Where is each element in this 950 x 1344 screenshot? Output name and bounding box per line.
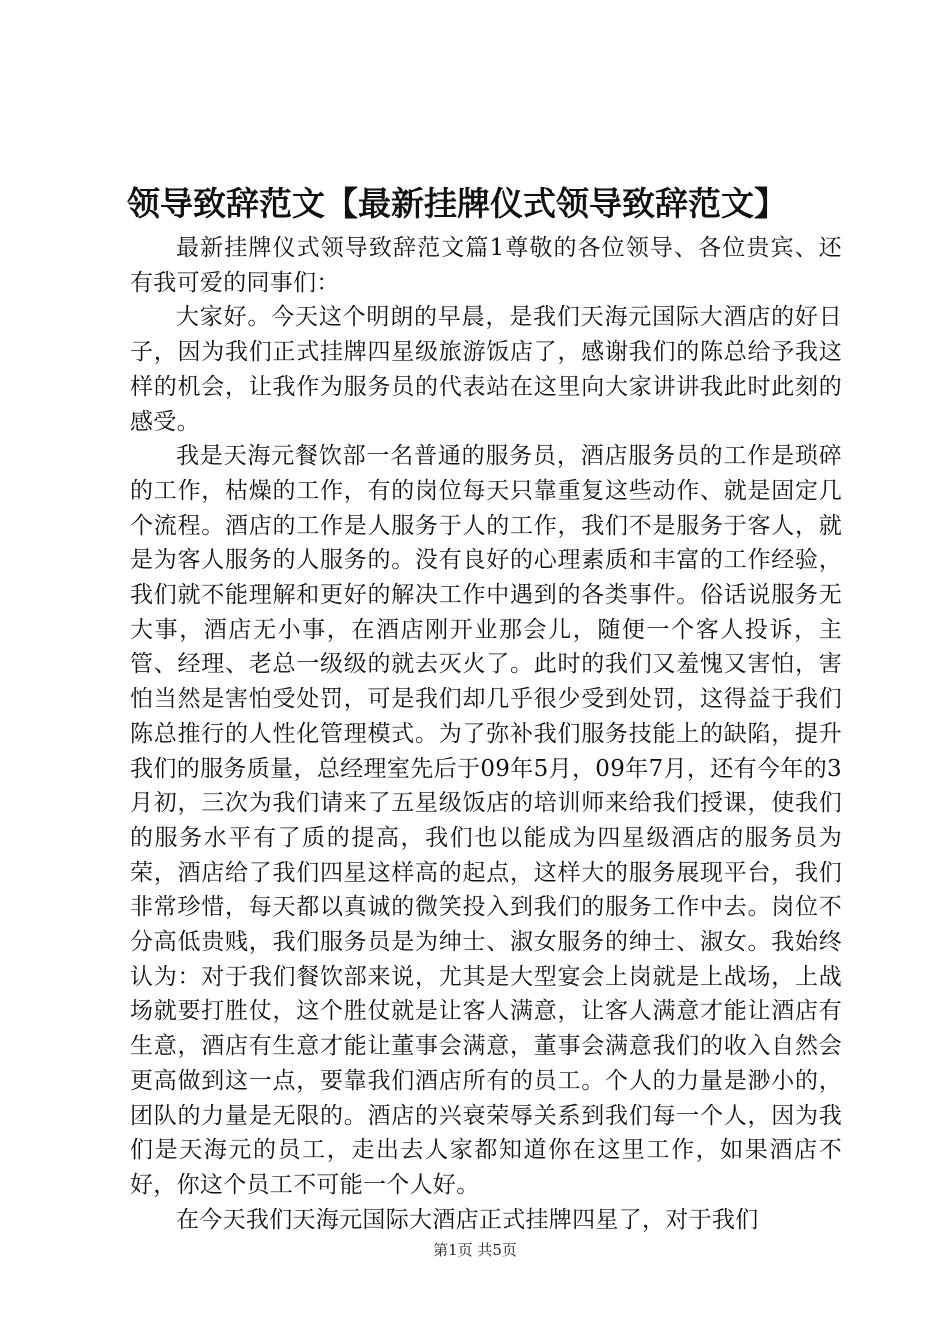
paragraph-closing: 在今天我们天海元国际大酒店正式挂牌四星了，对于我们 [176,1206,759,1233]
paragraph-greeting: 最新挂牌仪式领导致辞范文篇1尊敬的各位领导、各位贵宾、还有我可爱的同事们： [130,235,842,296]
paragraph-main: 我是天海元餐饮部一名普通的服务员，酒店服务员的工作是琐碎的工作，枯燥的工作，有的岗位每天只靠重复这些动作、就是固定几个流程。酒店的工作是人服务于人的工作，我们不是服务于客人，就是为客人服务的人服务的。没有良好的心理素质和丰富的工作经验，我们就不能理解和更好的解决工作中遇到的各类事件。俗话说服务无大事，酒店无小事，在酒店刚开业那会儿，随便一个客人投诉，主管、经理、老总一级级的就去灭火了。此时的我们又羞愧又害怕，害怕当然是害怕受处罚，可是我们却几乎很少受到处罚，这得益于我们陈总推行的人性化管理模式。为了弥补我们服务技能上的缺陷，提升我们的服务质量，总经理室先后于09年5月，09年7月，还有今年的3月初，三次为我们请来了五星级饭店的培训师来给我们授课，使我们的服务水平有了质的提高，我们也以能成为四星级酒店的服务员为荣，酒店给了我们四星这样高的起点，这样大的服务展现平台，我们非常珍惜，每天都以真诚的微笑投入到我们的服务工作中去。岗位不分高低贵贱，我们服务员是为绅士、淑女服务的绅士、淑女。我始终认为：对于我们餐饮部来说，尤其是大型宴会上岗就是上战场，上战场就要打胜仗，这个胜仗就是让客人满意，让客人满意才能让酒店有生意，酒店有生意才能让董事会满意，董事会满意我们的收入自然会更高做到这一点，要靠我们酒店所有的员工。个人的力量是渺小的，团队的力量是无限的。酒店的兴衰荣辱关系到我们每一个人，因为我们是天海元的员工，走出去人家都知道你在这里工作，如果酒店不好，你这个员工不可能一个人好。 [130,443,842,1198]
page-number: 第1页 共5页 [433,1241,517,1259]
document-body [130,231,842,1237]
document-title: 领导致辞范文【最新挂牌仪式领导致辞范文】 [127,184,787,223]
paragraph-opening: 大家好。今天这个明朗的早晨，是我们天海元国际大酒店的好日子，因为我们正式挂牌四星级旅游饭店了，感谢我们的陈总给予我这样的机会，让我作为服务员的代表站在这里向大家讲讲我此时此刻的感受。 [130,304,842,435]
